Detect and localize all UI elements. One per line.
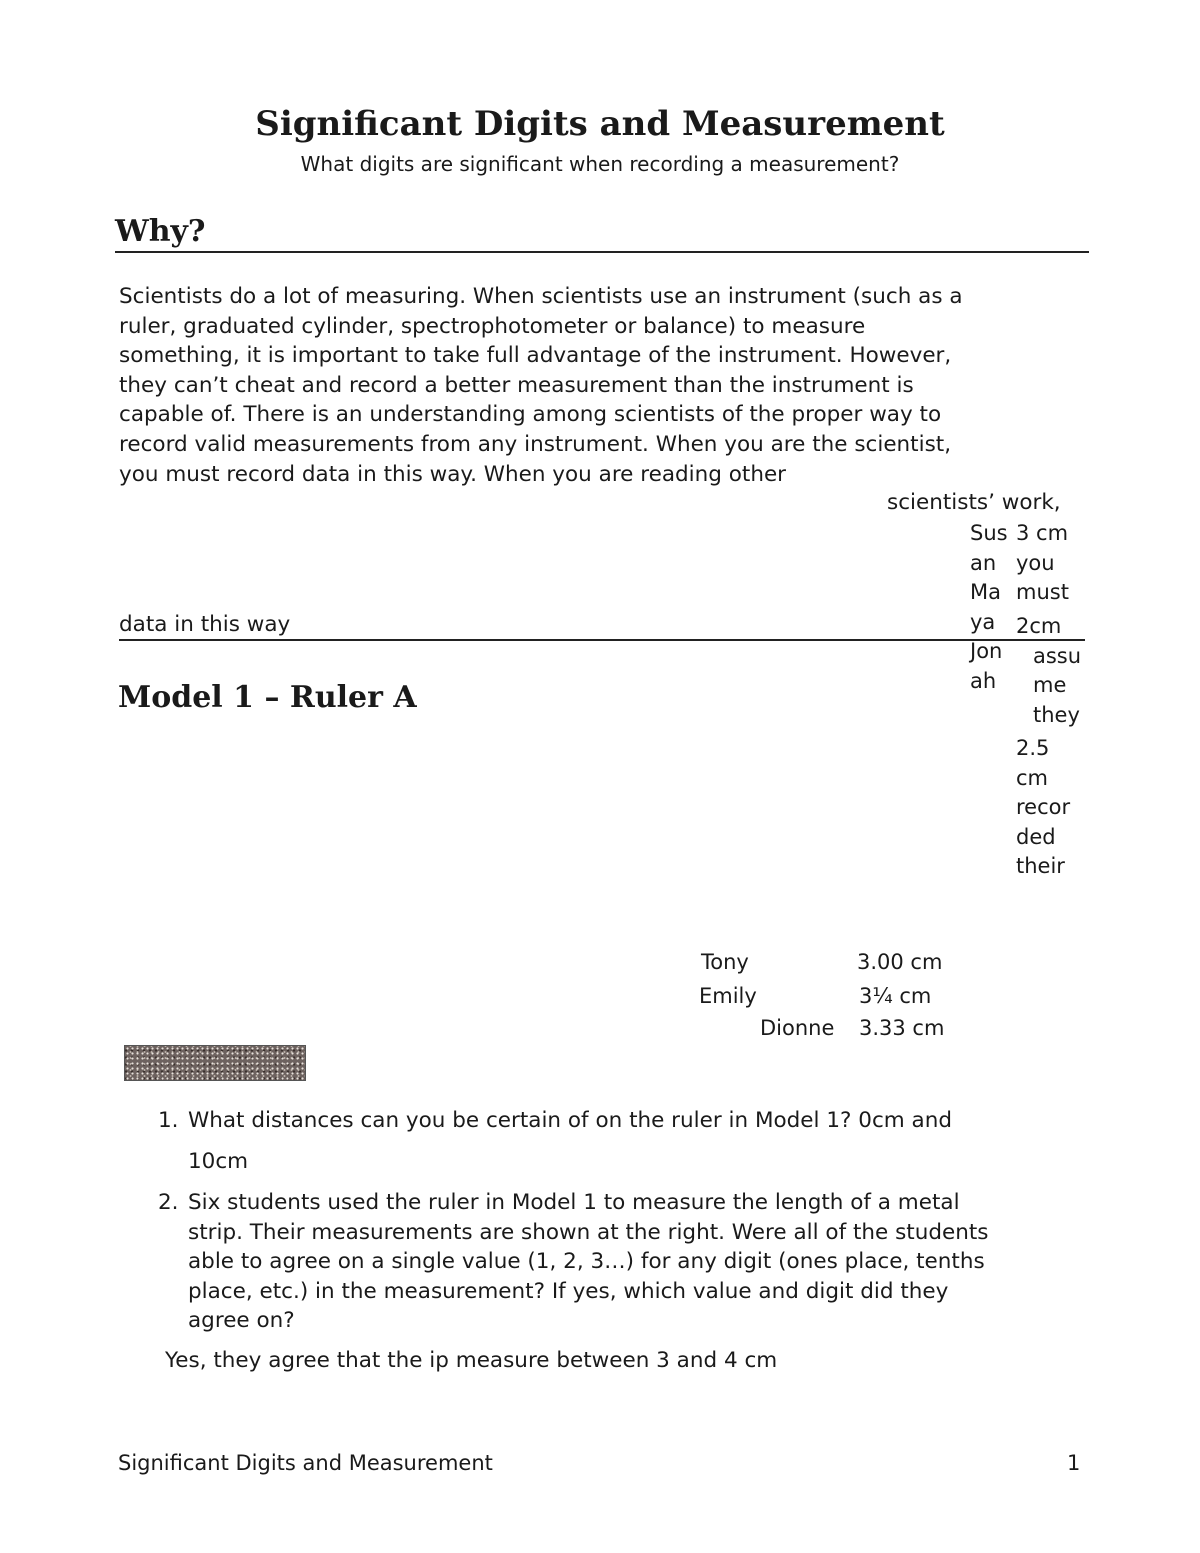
overflow-value: 3 cm [1016, 521, 1069, 545]
overflow-value: assu [1033, 644, 1082, 668]
page-number: 1 [1067, 1451, 1081, 1475]
question-text [188, 1188, 988, 1336]
measurement-name: Tony [701, 950, 749, 974]
question-number: 2. [158, 1190, 179, 1215]
question-number: 1. [158, 1108, 179, 1133]
overflow-value: must [1016, 580, 1069, 604]
overflow-value: their [1016, 854, 1065, 878]
overflow-value: you [1016, 551, 1055, 575]
question-text: 10cm [188, 1149, 249, 1174]
question-text: What distances can you be certain of on the ruler in Model 1? 0cm and [188, 1108, 952, 1133]
why-line: they can’t cheat and record a better measurement than the instrument is [119, 372, 914, 398]
question-line: place, etc.) in the measurement? If yes, which value and digit did they [188, 1278, 949, 1304]
page-subtitle: What digits are significant when recording a measurement? [300, 152, 900, 176]
overflow-name: ah [970, 668, 997, 693]
why-line: something, it is important to take full advantage of the instrument. However, [119, 343, 952, 369]
question-line: strip. Their measurements are shown at the right. Were all of the students [188, 1219, 989, 1245]
why-line: you must record data in this way. When you are reading other [119, 461, 787, 487]
overflow-value: 2.5 [1016, 736, 1050, 760]
question-line: Six students used the ruler in Model 1 to measure the length of a metal [188, 1190, 960, 1215]
answer-text: Yes, they agree that the ip measure between 3 and 4 cm [165, 1348, 778, 1373]
overflow-value: 2cm [1016, 614, 1062, 638]
measurement-name: Dionne [760, 1016, 835, 1040]
overflow-value: ded [1016, 825, 1056, 849]
why-continuation: scientists’ work, [887, 490, 1061, 515]
footer-title: Significant Digits and Measurement [118, 1451, 493, 1475]
measurement-value: 3.33 cm [859, 1016, 945, 1040]
why-divider [115, 251, 1089, 253]
overflow-names-column [970, 519, 1008, 696]
model-divider [119, 639, 1085, 641]
overflow-value: cm [1016, 766, 1049, 790]
measurement-value: 3.00 cm [857, 950, 943, 974]
why-line: Scientists do a lot of measuring. When scientists use an instrument (such as a [119, 284, 963, 309]
question-line: agree on? [188, 1308, 295, 1334]
overflow-value: they [1033, 703, 1080, 727]
metal-strip-image [124, 1045, 306, 1081]
overflow-name: Sus [970, 521, 1008, 545]
why-heading: Why? [115, 214, 206, 249]
question-line: able to agree on a single value (1, 2, 3…) for any digit (ones place, tenths [188, 1249, 985, 1275]
overflow-value: recor [1016, 795, 1071, 819]
measurement-name: Emily [699, 984, 757, 1008]
overflow-name: Ma [970, 580, 1001, 604]
why-line: capable of. There is an understanding among scientists of the proper way to [119, 402, 942, 428]
why-paragraph [119, 282, 1079, 489]
measurement-value: 3¼ cm [859, 984, 932, 1008]
why-last-line: data in this way [119, 612, 291, 637]
page-title: Significant Digits and Measurement [255, 104, 945, 144]
overflow-name: ya [970, 609, 996, 634]
model-heading: Model 1 – Ruler A [118, 680, 417, 715]
why-line: ruler, graduated cylinder, spectrophotometer or balance) to measure [119, 313, 866, 339]
why-line: record valid measurements from any instrument. When you are the scientist, [119, 431, 952, 457]
overflow-name: an [970, 550, 997, 575]
overflow-name: Jon [970, 639, 1003, 663]
overflow-value: me [1033, 673, 1067, 697]
